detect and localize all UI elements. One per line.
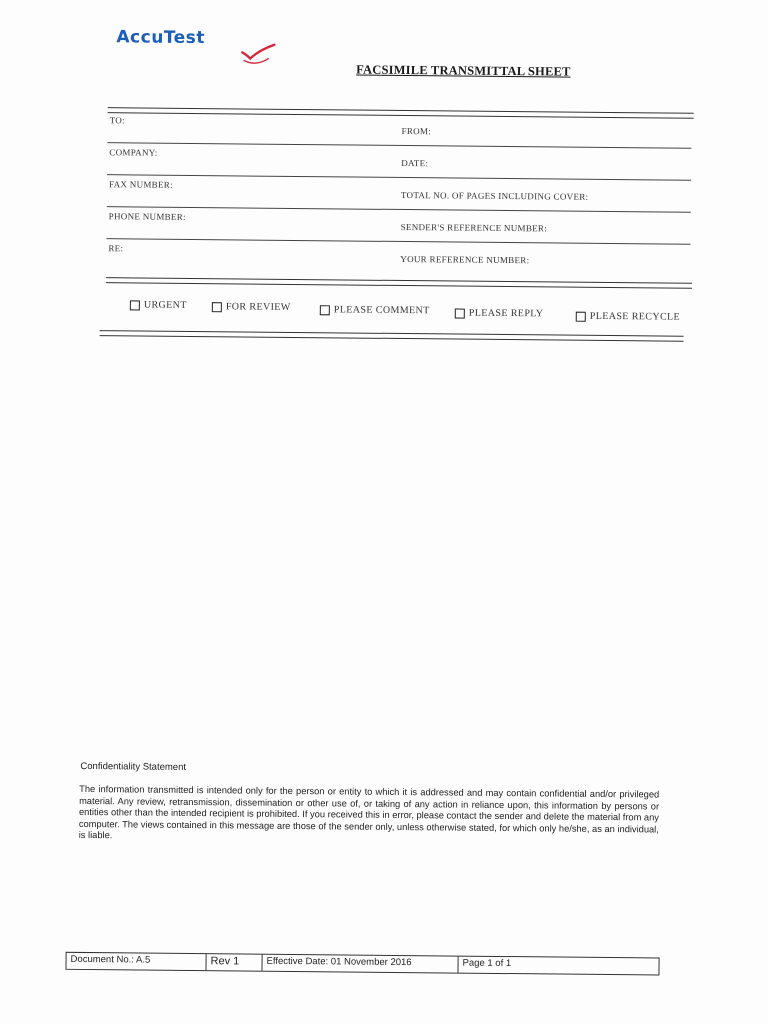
checkbox-please-reply[interactable] — [455, 308, 544, 320]
phone-number-label: PHONE NUMBER: — [108, 211, 186, 222]
checkbox-square — [455, 308, 465, 318]
divider-rule — [107, 142, 691, 149]
effective-date: Effective Date: 01 November 2016 — [262, 955, 458, 973]
middle-double-rule — [106, 277, 692, 289]
document-number: Document No.: A.5 — [66, 953, 206, 970]
checkbox-label: PLEASE REPLY — [468, 307, 544, 320]
total-pages-label: TOTAL NO. OF PAGES INCLUDING COVER: — [400, 189, 589, 202]
divider-rule — [107, 206, 691, 213]
your-reference-label: YOUR REFERENCE NUMBER: — [400, 253, 530, 266]
divider-rule — [106, 238, 690, 245]
to-label: TO: — [109, 115, 125, 126]
page-number: Page 1 of 1 — [462, 957, 512, 970]
company-label: COMPANY: — [109, 147, 158, 158]
checkmark-icon — [238, 42, 278, 66]
checkbox-square — [576, 311, 586, 321]
checkbox-please-recycle[interactable] — [576, 311, 680, 323]
checkbox-square — [320, 305, 330, 315]
from-label: FROM: — [401, 125, 432, 137]
confidentiality-heading: Confidentiality Statement — [80, 760, 187, 773]
checkbox-urgent[interactable] — [130, 299, 187, 311]
re-label: RE: — [108, 243, 124, 254]
document-footer-table — [65, 952, 659, 976]
checkbox-label: PLEASE RECYCLE — [589, 310, 681, 323]
checkbox-square — [212, 302, 222, 312]
checkbox-for-review[interactable] — [212, 301, 291, 313]
checkbox-please-comment[interactable] — [320, 304, 430, 316]
document-title: FACSIMILE TRANSMITTAL SHEET — [356, 62, 571, 79]
top-double-rule — [108, 107, 694, 119]
checkbox-label: FOR REVIEW — [225, 301, 291, 313]
lower-double-rule — [100, 330, 684, 342]
sender-reference-label: SENDER'S REFERENCE NUMBER: — [400, 221, 548, 234]
confidentiality-body: The information transmitted is intended only for the person or entity to which it is addressed and may contain confidential and/or privileged material. Any review, retransmission, dissemination or other use of, or taking of any action in reliance upon, this information by persons or entities other than the intended recipient is prohibited. If you received this in error, please contact the sender and delete the material from any computer. The views contained in this message are those of the sender only, unless otherwise stated, for which only he/she, as an individual, is liable. — [78, 783, 660, 841]
fax-number-label: FAX NUMBER: — [108, 179, 173, 190]
checkbox-square — [130, 300, 140, 310]
company-logo: AccuTest — [116, 27, 206, 49]
date-label: DATE: — [401, 157, 429, 169]
revision: Rev 1 — [206, 954, 262, 971]
checkbox-label: URGENT — [143, 299, 187, 311]
checkbox-label: PLEASE COMMENT — [333, 304, 430, 317]
divider-rule — [107, 174, 691, 181]
